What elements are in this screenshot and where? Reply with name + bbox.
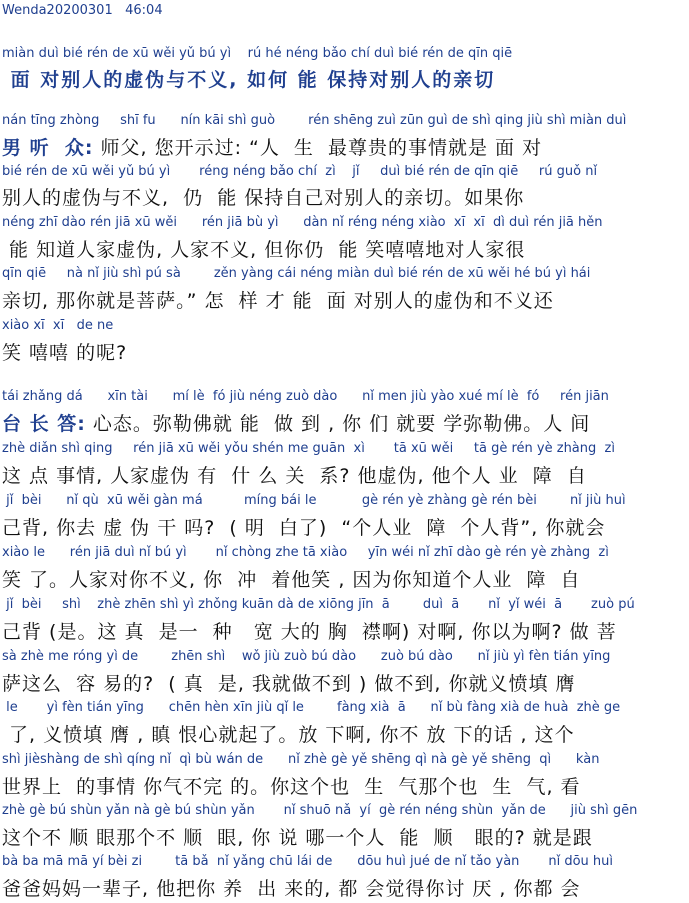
pinyin-line: nán tīng zhòng shī fu nín kāi shì guò rén shēng zuì zūn guì de shì qing jiù shì miàn duì (2, 113, 627, 128)
pinyin-line: bié rén de xū wěi yǔ bú yì réng néng bǎo chí zì jǐ duì bié rén de qīn qiē rú guǒ nǐ (2, 164, 598, 179)
text-line: 笑 了。人家对你不义, 你 冲 着他笑 , 因为你知道个人业 障 自 (2, 569, 581, 591)
text-line: 己背 (是。这 真 是一 种 宽 大的 胸 襟啊) 对啊, 你以为啊? 做 菩 (2, 621, 617, 643)
speaker-label: 男 听 众: (2, 137, 94, 159)
text-line: 亲切, 那你就是菩萨。” 怎 样 才 能 面 对别人的虚伪和不义还 (2, 290, 554, 312)
title-pinyin: miàn duì bié rén de xū wěi yǔ bú yì rú hé néng bǎo chí duì bié rén de qīn qiē (2, 46, 513, 61)
text-line: 了, 义愤填 膺 , 瞋 恨心就起了。放 下啊, 你不 放 下的话 , 这个 (2, 724, 575, 746)
pinyin-line: jǐ bèi shì zhè zhēn shì yì zhǒng kuān dà de xiōng jīn ā duì ā nǐ yǐ wéi ā zuò pú (2, 597, 635, 612)
text-line: 笑 嘻嘻 的呢? (2, 342, 128, 364)
pinyin-line: le yì fèn tián yīng chēn hèn xīn jiù qǐ le fàng xià ā nǐ bù fàng xià de huà zhè ge (2, 700, 621, 715)
text-line: 己背, 你去 虚 伪 干 吗? ( 明 白了) “个人业 障 个人背”, 你就会 (2, 517, 606, 539)
text-line: 这个不 顺 眼那个不 顺 眼, 你 说 哪一个人 能 顺 眼的? 就是跟 (2, 827, 593, 849)
title-text: 面 对别人的虚伪与不义, 如何 能 保持对别人的亲切 (2, 69, 496, 91)
pinyin-line: shì jièshàng de shì qíng nǐ qì bù wán de nǐ zhè gè yě shēng qì nà gè yě shēng qì kàn (2, 752, 600, 767)
pinyin-line: zhè diǎn shì qing rén jiā xū wěi yǒu shén me guān xì tā xū wěi tā gè rén yè zhàng zì (2, 441, 615, 456)
pinyin-line: jǐ bèi nǐ qù xū wěi gàn má míng bái le gè rén yè zhàng gè rén bèi nǐ jiù huì (2, 493, 626, 508)
text-line (2, 133, 542, 160)
pinyin-line: tái zhǎng dá xīn tài mí lè fó jiù néng zuò dào nǐ men jiù yào xué mí lè fó rén jiān (2, 389, 609, 404)
text-line (2, 409, 590, 436)
text-line: 能 知道人家虚伪, 人家不义, 但你仍 能 笑嘻嘻地对人家很 (2, 239, 526, 261)
pinyin-line: bà ba mā mā yí bèi zi tā bǎ nǐ yǎng chū lái de dōu huì jué de nǐ tǎo yàn nǐ dōu huì (2, 854, 613, 869)
text-line: 别人的虚伪与不义, 仍 能 保持自己对别人的亲切。如果你 (2, 187, 525, 209)
pinyin-line: sà zhè me róng yì de zhēn shì wǒ jiù zuò bú dào zuò bú dào nǐ jiù yì fèn tián yīng (2, 649, 611, 664)
text-line: 爸爸妈妈一辈子, 他把你 养 出 来的, 都 会觉得你讨 厌 , 你都 会 (2, 878, 581, 900)
pinyin-line: qīn qiē nà nǐ jiù shì pú sà zěn yàng cái néng miàn duì bié rén de xū wěi hé bú yì hái (2, 266, 591, 281)
text-line: 这 点 事情, 人家虚伪 有 什 么 关 系? 他虚伪, 他个人 业 障 自 (2, 465, 587, 487)
source-id: Wenda20200301 (2, 3, 113, 18)
text-segment: 心态。弥勒佛就 能 做 到 , 你 们 就要 学弥勒佛。人 间 (85, 413, 591, 435)
pinyin-line: xiào xī xī de ne (2, 318, 114, 333)
pinyin-line: xiào le rén jiā duì nǐ bú yì nǐ chòng zhe tā xiào yīn wéi nǐ zhī dào gè rén yè zhàng zì (2, 545, 609, 560)
timecode: 46:04 (125, 3, 163, 18)
speaker-label: 台 长 答: (2, 413, 86, 435)
pinyin-line: néng zhī dào rén jiā xū wěi rén jiā bù yì dàn nǐ réng néng xiào xī xī dì duì rén jiā hěn (2, 215, 603, 230)
text-segment: 师父, 您开示过: “人 生 最尊贵的事情就是 面 对 (93, 137, 543, 159)
pinyin-line: zhè gè bú shùn yǎn nà gè bú shùn yǎn nǐ shuō nǎ yí gè rén néng shùn yǎn de jiù shì gēn (2, 803, 638, 818)
text-line: 世界上 的事情 你气不完 的。你这个也 生 气那个也 生 气, 看 (2, 776, 581, 798)
document-header (2, 3, 163, 18)
text-line: 萨这么 容 易的? ( 真 是, 我就做不到 ) 做不到, 你就义愤填 膺 (2, 673, 576, 695)
